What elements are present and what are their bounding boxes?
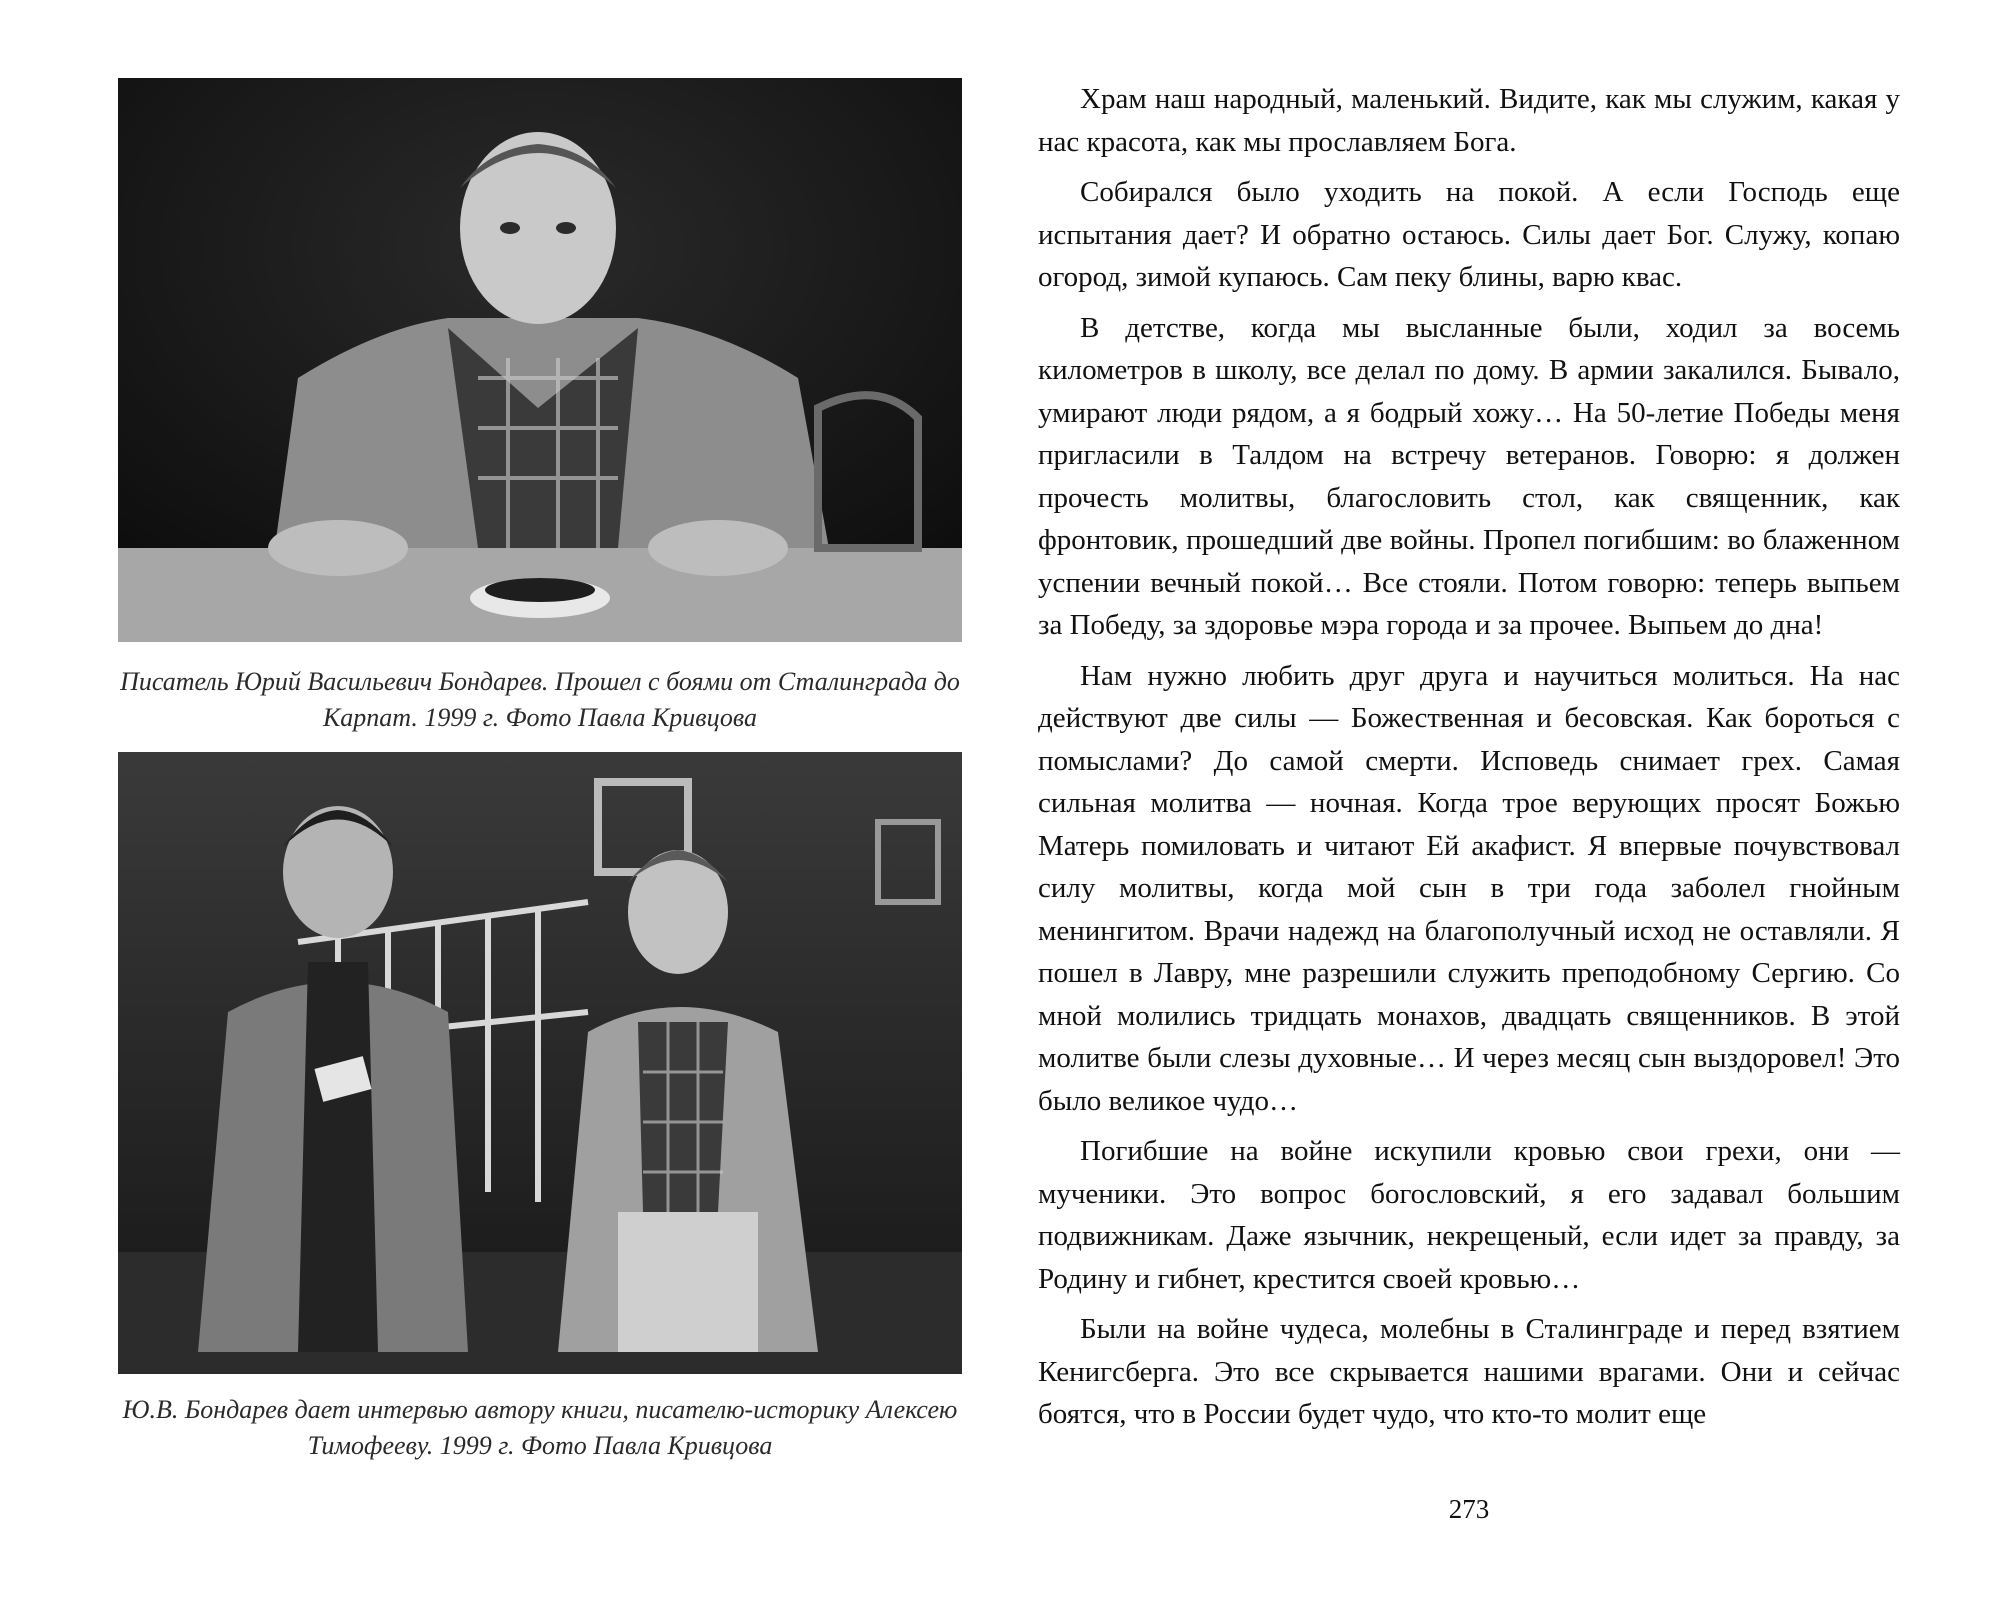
portrait-photo: [118, 78, 962, 642]
body-text: [1038, 78, 1900, 1444]
paragraph: Погибшие на войне искупили кровью свои грехи, они — мученики. Это вопрос богословский, я его задавал большим подвижникам. Даже язычник, некрещеный, если идет за правду, за Родину и гибнет, крестится своей кровью…: [1038, 1135, 1900, 1295]
interview-photo: [118, 752, 962, 1374]
paragraph: Собирался было уходить на покой. А если Господь еще испытания дает? И обратно остаюсь. Силы дает Бог. Служу, копаю огород, зимой купаюсь. Сам пеку блины, варю квас.: [1038, 176, 1900, 293]
portrait-photo-caption: Писатель Юрий Васильевич Бондарев. Прошел с боями от Сталинграда до Карпат. 1999 г. Фото Павла Кривцова: [120, 667, 960, 732]
paragraph: В детстве, когда мы высланные были, ходил за восемь километров в школу, все делал по дому. В армии закалился. Бывало, умирают люди рядом, а я бодрый хожу… На 50-летие Победы меня пригласили в Талдом на встречу ветеранов. Говорю: я должен прочесть молитвы, благословить стол, как священник, как фронтовик, прошедший две войны. Пропел погибшим: во блаженном успении вечный покой… Все стояли. Потом говорю: теперь выпьем за Победу, за здоровье мэра города и за прочее. Выпьем до дна!: [1038, 311, 1900, 641]
paragraph: Нам нужно любить друг друга и научиться молиться. На нас действуют две силы — Божественная и бесовская. Как бороться с помыслами? До самой смерти. Исповедь снимает грех. Самая сильная молитва — ночная. Когда трое верующих просят Божью Матерь помиловать и читают Ей акафист. Я впервые почувствовал силу молитвы, когда мой сын в три года заболел гнойным менингитом. Врачи надежд на благополучный исход не оставляли. Я пошел в Лавру, мне разрешили служить преподобному Сергию. Со мной молились тридцать монахов, двадцать священников. В этой молитве были слезы духовные… И через месяц сын выздоровел! Это было великое чудо…: [1038, 659, 1900, 1117]
paragraph: Храм наш народный, маленький. Видите, как мы служим, какая у нас красота, как мы прославляем Бога.: [1038, 83, 1900, 158]
portrait-photo-image: [118, 78, 962, 642]
interview-photo-image: [118, 752, 962, 1374]
interview-photo-caption: Ю.В. Бондарев дает интервью автору книги, писателю-историку Алексею Тимофееву. 1999 г. Фото Павла Кривцова: [122, 1395, 958, 1460]
page-number: 273: [1448, 1494, 1490, 1524]
paragraph: Были на войне чудеса, молебны в Сталинграде и перед взятием Кенигсберга. Это все скрывается нашими врагами. Они и сейчас боятся, что в России будет чудо, что кто-то молит еще: [1038, 1313, 1900, 1430]
